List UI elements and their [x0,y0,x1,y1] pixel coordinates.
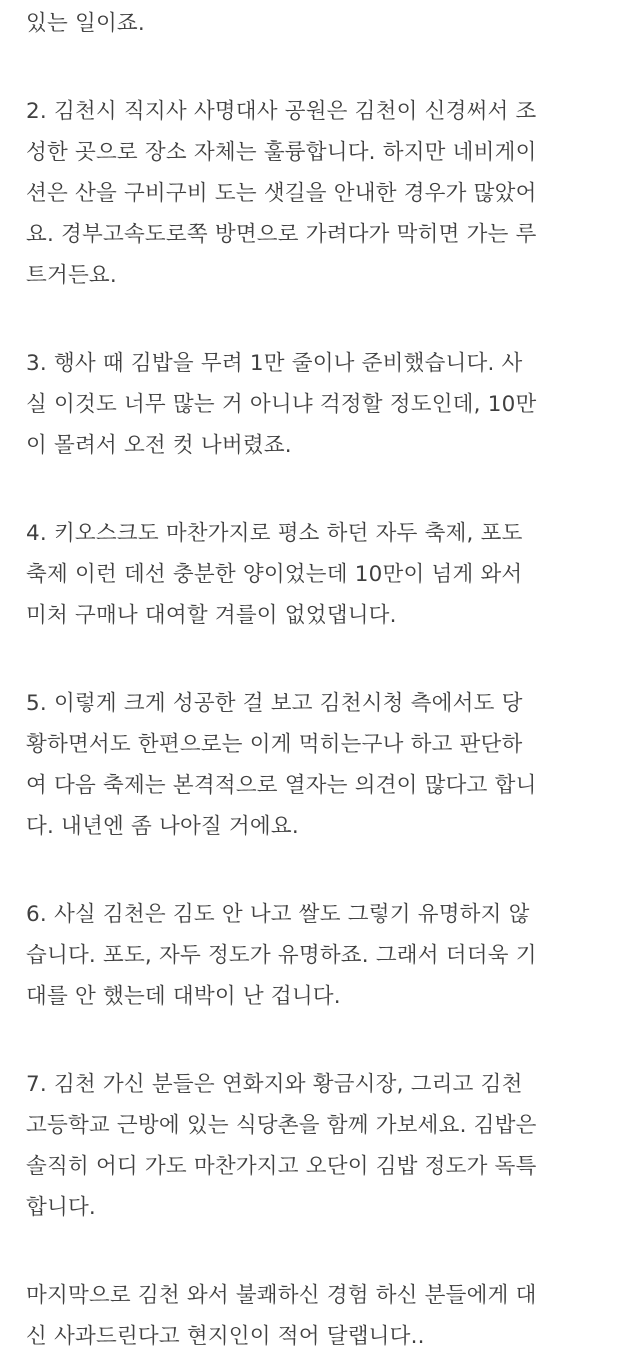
text-line: 있는 일이죠. [26,11,145,36]
text-line: 습니다. 포도, 자두 정도가 유명하죠. 그래서 더더욱 기 [26,943,537,968]
text-line: 황하면서도 한편으로는 이게 먹히는구나 하고 판단하 [26,732,523,757]
text-line: 실 이것도 너무 많는 거 아니냐 걱정할 정도인데, 10만 [26,392,537,417]
paragraph-item-7 [26,1064,626,1228]
text-line: 이 몰려서 오전 컷 나버렸죠. [26,433,292,458]
text-line: 5. 이렇게 크게 성공한 걸 보고 김천시청 측에서도 당 [26,691,523,716]
text-line: 미처 구매나 대여할 겨를이 없었댑니다. [26,603,397,628]
text-line: 합니다. [26,1195,96,1220]
text-line: 신 사과드린다고 현지인이 적어 달랩니다.. [26,1324,425,1349]
paragraph-item-6 [26,894,626,1017]
text-line: 대를 안 했는데 대박이 난 겁니다. [26,984,341,1009]
text-line: 마지막으로 김천 와서 불쾌하신 경험 하신 분들에게 대 [26,1283,537,1308]
text-line: 6. 사실 김천은 김도 안 나고 쌀도 그렇기 유명하지 않 [26,902,530,927]
paragraph-item-4 [26,513,626,636]
text-line: 고등학교 근방에 있는 식당촌을 함께 가보세요. 김밥은 [26,1113,537,1138]
text-line: 트거든요. [26,263,117,288]
text-line: 4. 키오스크도 마찬가지로 평소 하던 자두 축제, 포도 [26,521,523,546]
text-line: 3. 행사 때 김밥을 무려 1만 줄이나 준비했습니다. 사 [26,351,523,376]
paragraph-item-2 [26,91,626,296]
paragraph-item-5 [26,683,626,847]
paragraph-continuation [26,3,626,44]
text-line: 요. 경부고속도로쪽 방면으로 가려다가 막히면 가는 루 [26,222,537,247]
text-line: 여 다음 축제는 본격적으로 열자는 의견이 많다고 합니 [26,773,537,798]
text-line: 2. 김천시 직지사 사명대사 공원은 김천이 신경써서 조 [26,99,537,124]
text-line: 솔직히 어디 가도 마찬가지고 오단이 김밥 정도가 독특 [26,1154,537,1179]
text-line: 성한 곳으로 장소 자체는 훌륭합니다. 하지만 네비게이 [26,140,537,165]
text-line: 션은 산을 구비구비 도는 샛길을 안내한 경우가 많았어 [26,181,537,206]
text-line: 다. 내년엔 좀 나아질 거에요. [26,814,299,839]
paragraph-item-3 [26,343,626,466]
paragraph-closing [26,1275,626,1357]
text-line: 축제 이런 데선 충분한 양이었는데 10만이 넘게 와서 [26,562,523,587]
text-line: 7. 김천 가신 분들은 연화지와 황금시장, 그리고 김천 [26,1072,523,1097]
